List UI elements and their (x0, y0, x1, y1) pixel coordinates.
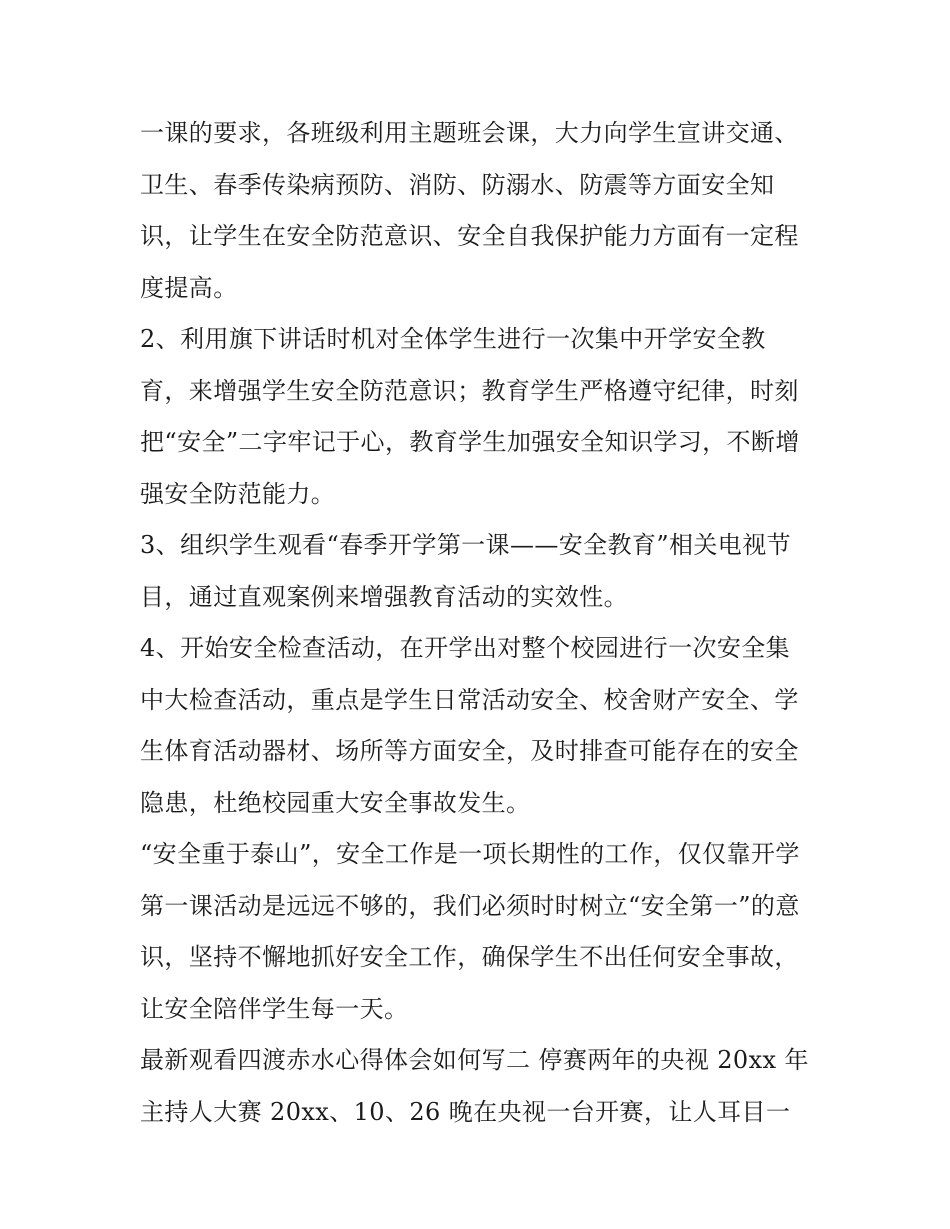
text-line: 一课的要求，各班级利用主题班会课，大力向学生宣讲交通、 (140, 119, 799, 147)
text-line: 主持人大赛 20xx、10、26 晚在央视一台开赛，让人耳目一 (140, 1097, 791, 1126)
text-line: 识，让学生在安全防范意识、安全自我保护能力方面有一定程 (140, 222, 799, 250)
text-line: 最新观看四渡赤水心得体会如何写二 停赛两年的央视 20xx 年 (140, 1046, 809, 1074)
text-line: 把“安全”二字牢记于心，教育学生加强安全知识学习，不断增 (140, 428, 800, 456)
text-line: 隐患，杜绝校园重大安全事故发生。 (140, 788, 531, 817)
text-line: 目，通过直观案例来增强教育活动的实效性。 (140, 582, 628, 611)
text-line: 度提高。 (140, 273, 238, 302)
text-line: 中大检查活动，重点是学生日常活动安全、校舍财产安全、学 (140, 685, 799, 714)
text-line: 让安全陪伴学生每一天。 (140, 994, 409, 1023)
text-line: 卫生、春季传染病预防、消防、防溺水、防震等方面安全知 (140, 170, 775, 199)
text-line: 第一课活动是远远不够的，我们必须时时树立“安全第一”的意 (140, 891, 800, 920)
text-line: 2、利用旗下讲话时机对全体学生进行一次集中开学安全教 (140, 325, 766, 353)
text-line: 3、组织学生观看“春季开学第一课——安全教育”相关电视节 (140, 531, 792, 559)
text-line: 识，坚持不懈地抓好安全工作，确保学生不出任何安全事故， (140, 943, 799, 971)
text-line: 强安全防范能力。 (140, 479, 336, 508)
text-line: 4、开始安全检查活动，在开学出对整个校园进行一次安全集 (140, 634, 791, 662)
text-line: 生体育活动器材、场所等方面安全，及时排查可能存在的安全 (140, 737, 799, 765)
text-line: “安全重于泰山”，安全工作是一项长期性的工作，仅仅靠开学 (140, 840, 800, 868)
text-line: 育，来增强学生安全防范意识；教育学生严格遵守纪律，时刻 (140, 376, 799, 405)
document-body (140, 108, 820, 1138)
